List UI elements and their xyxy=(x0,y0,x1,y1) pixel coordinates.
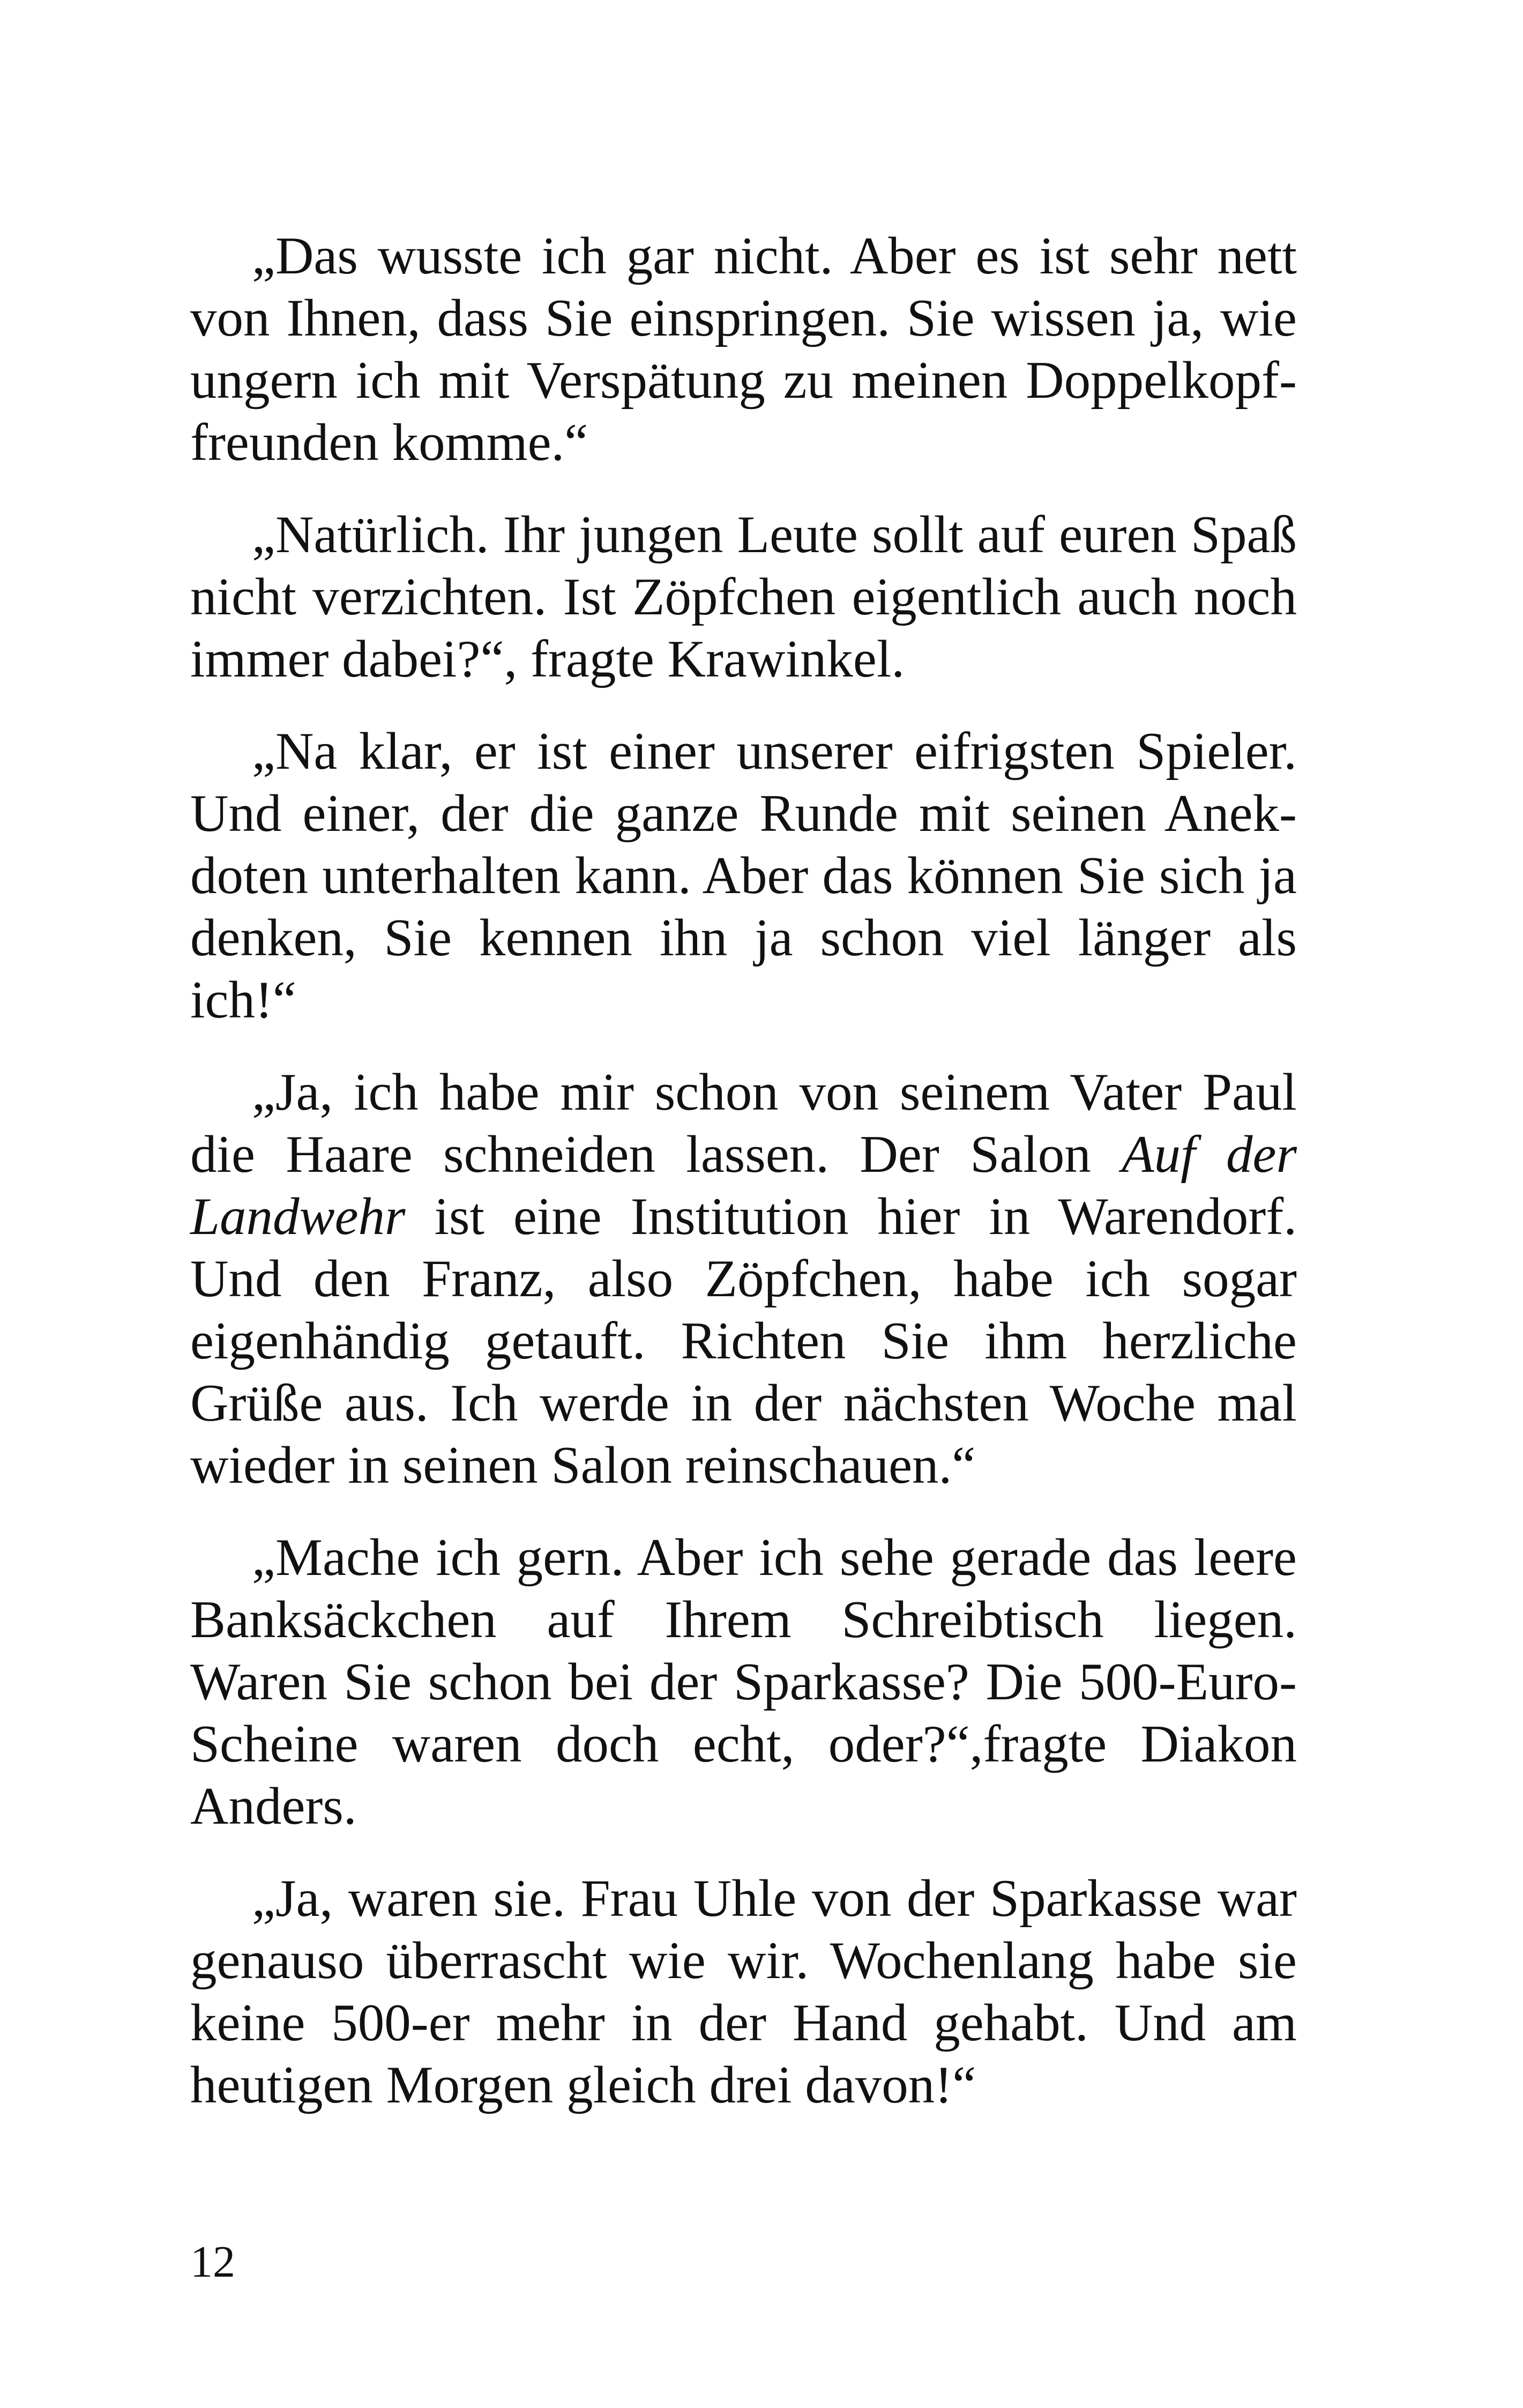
paragraph-1-text: „Das wusste ich gar nicht. Aber es ist sehr nett von Ihnen, dass Sie einspringen. Sie wissen ja, wie ungern ich mit Verspätung zu meinen Doppelkopffreunden komme.“ xyxy=(190,227,1297,472)
salon-name-italic: Auf der Landwehr xyxy=(190,1125,1297,1246)
paragraph-6-text: „Ja, waren sie. Frau Uhle von der Sparkasse war genauso überrascht wie wir. Wochenlang habe sie keine 500-er mehr in der Hand gehabt. Und am heutigen Morgen gleich drei davon!“ xyxy=(190,1869,1297,2114)
paragraph-3-text: „Na klar, er ist einer unserer eifrigsten Spieler. Und einer, der die ganze Runde mit seinen Anekdoten unterhalten kann. Aber das können Sie sich ja denken, Sie kennen ihn ja schon viel länger als ich!“ xyxy=(190,722,1297,1029)
paragraph-2 xyxy=(190,504,1297,690)
paragraph-5 xyxy=(190,1527,1297,1838)
paragraph-4 xyxy=(190,1061,1297,1497)
paragraph-4-text-start: „Ja, ich habe mir schon von seinem Vater Paul die Haare schneiden lassen. Der Salon xyxy=(190,1063,1297,1184)
paragraph-1 xyxy=(190,225,1297,474)
body-text xyxy=(190,225,1297,2116)
paragraph-5-text: „Mache ich gern. Aber ich sehe gerade das leere Banksäckchen auf Ihrem Schreibtisch liegen. Waren Sie schon bei der Sparkasse? Die 500-Euro- Scheine waren doch echt, oder?“,fragte Diakon Anders. xyxy=(190,1528,1297,1835)
paragraph-4-text-end: ist eine Institution hier in Warendorf. Und den Franz, also Zöpfchen, habe ich sogar eigenhändig getauft. Richten Sie ihm herzliche Grüße aus. Ich werde in der nächsten Woche mal wieder in seinen Salon reinschauen.“ xyxy=(190,1187,1297,1495)
paragraph-3 xyxy=(190,720,1297,1031)
paragraph-6 xyxy=(190,1868,1297,2116)
paragraph-2-text: „Natürlich. Ihr jungen Leute sollt auf euren Spaß nicht verzichten. Ist Zöpfchen eigentlich auch noch immer dabei?“, fragte Krawinkel. xyxy=(190,506,1297,688)
page-number: 12 xyxy=(190,2237,235,2287)
